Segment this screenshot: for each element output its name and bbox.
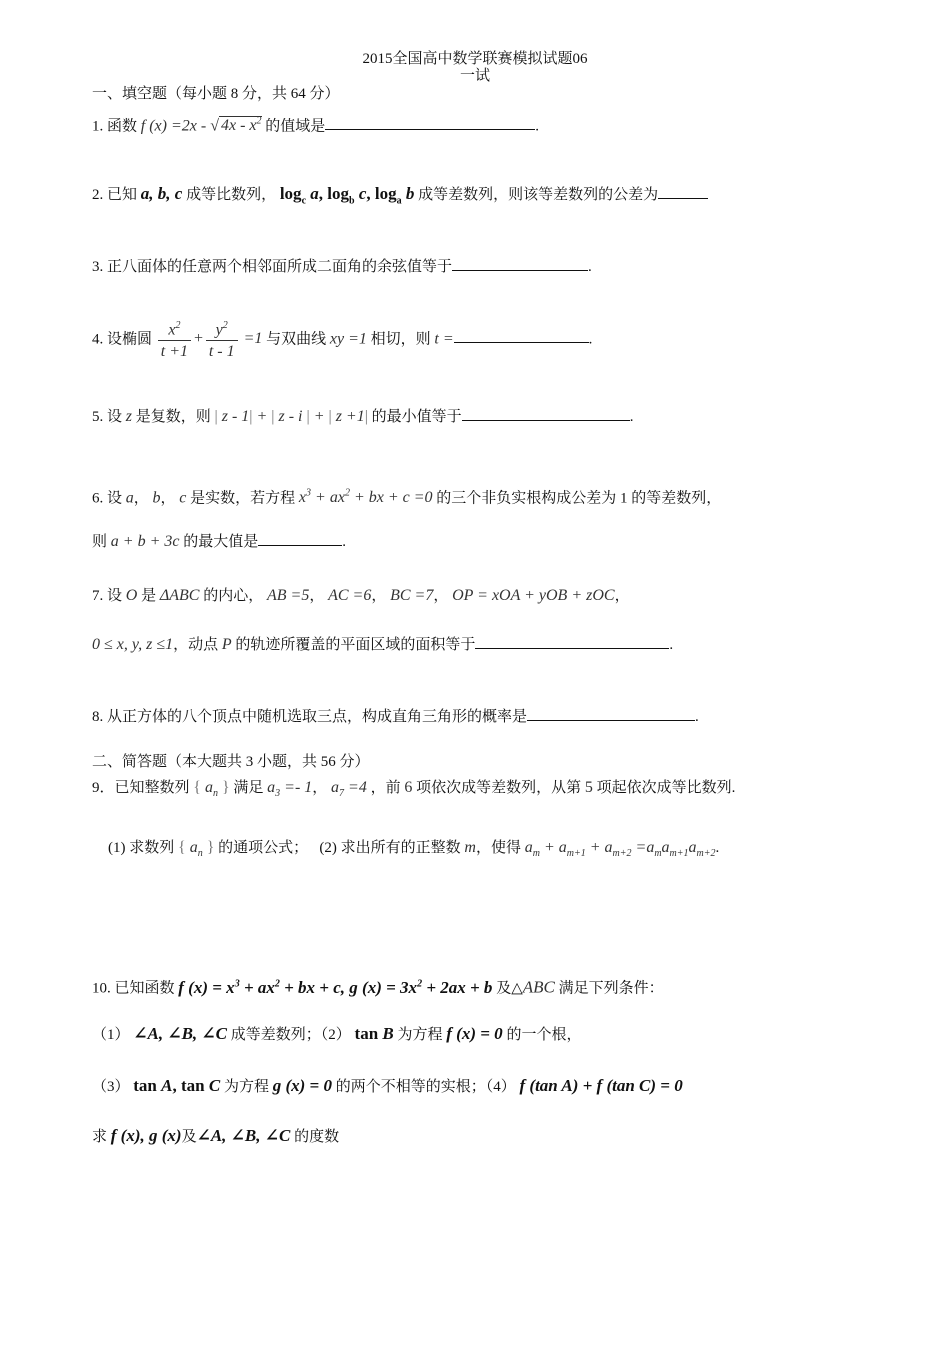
q2-mid: 成等比数列， (186, 187, 277, 203)
q9-six: 6 (404, 779, 413, 796)
question-6 (92, 484, 721, 508)
q4-hyperbola: xy =1 (329, 330, 367, 348)
q6-target-expression: a + b + 3c (110, 533, 180, 550)
question-4 (92, 316, 592, 363)
section-one-heading: 一、填空题（每小题 8 分，共 64 分） (92, 86, 340, 102)
q6-end: . (342, 534, 346, 550)
q9-comma: ， (312, 780, 328, 796)
q10-ask: 求 (92, 1129, 108, 1145)
q7-O: O (125, 587, 138, 604)
q5-prefix: 5. 设 (92, 409, 123, 425)
q4-answer-blank[interactable] (454, 328, 589, 343)
q9-part2-label: (2) 求出所有的正整数 (319, 840, 461, 856)
q10-c2-suffix: 的一个根， (506, 1027, 582, 1043)
q6-line2-prefix: 则 (92, 534, 108, 550)
q10-triangle: ABC (522, 977, 555, 997)
q10-mid: 及△ (496, 980, 523, 997)
q9-five: 5 (584, 779, 593, 796)
q10-g-equation: g (x) = 0 (272, 1076, 332, 1095)
q9-part1-suffix: 的通项公式； (218, 840, 309, 856)
q9-end: . (715, 840, 720, 856)
q9-m: m (464, 839, 476, 856)
q9-part1-label: (1) 求数列 (108, 840, 175, 856)
q10-tanB: tan B (354, 1024, 394, 1043)
q3-end: . (588, 259, 592, 275)
q6-a: a (125, 489, 134, 507)
q9-prefix: 9．已知整数列 (92, 780, 190, 796)
q10-f-equation: f (x) = 0 (446, 1024, 503, 1043)
q7-mid1: 是 (141, 588, 157, 604)
q10-angles: ∠A, ∠B, ∠C (133, 1024, 228, 1043)
q10-ask-mid: 及 (181, 1129, 197, 1145)
question-9 (92, 778, 735, 804)
q9-mid3: 项依次成等差数列，从第 (416, 780, 582, 796)
q5-answer-blank[interactable] (462, 406, 630, 421)
q1-end: . (535, 118, 540, 135)
q10-c2-text: 为方程 (397, 1027, 443, 1043)
q4-prefix: 4. 设椭圆 (92, 331, 153, 348)
q6-comma-1: ， (133, 490, 149, 507)
q7-comma-2: ， (371, 588, 387, 604)
q8-answer-blank[interactable] (527, 706, 695, 721)
q9-suffix: 项起依次成等比数列. (596, 780, 736, 796)
question-10 (92, 974, 664, 999)
q7-prefix: 7. 设 (92, 588, 123, 604)
q6-line2-suffix: 的最大值是 (183, 534, 259, 550)
q6-answer-blank[interactable] (258, 531, 342, 546)
q3-answer-blank[interactable] (452, 256, 588, 271)
question-8 (92, 706, 699, 727)
q6-comma-2: ， (160, 490, 176, 507)
q4-mid: 与双曲线 (266, 331, 327, 348)
question-7-line-2 (92, 634, 673, 655)
q6-b: b (152, 489, 161, 507)
q7-comma-3: ， (433, 588, 449, 604)
q4-end: . (588, 331, 593, 348)
q7-line2-mid: ，动点 (173, 637, 219, 653)
q9-mid2: ，前 (370, 780, 401, 796)
question-9-parts (108, 838, 719, 864)
q2-logs: $\log_c a$, $\log_b c$, $\log_a b$ (279, 184, 415, 207)
question-1 (92, 112, 539, 136)
q7-comma-1: ， (309, 588, 325, 604)
question-2 (92, 184, 708, 211)
q9-a7: $a_7 =4$ (331, 779, 367, 800)
q4-t: t = (434, 330, 454, 348)
q6-prefix: 6. 设 (92, 490, 123, 507)
question-10-condition-1-2 (92, 1024, 581, 1045)
question-3 (92, 256, 592, 277)
q5-suffix: 的最小值等于 (371, 409, 462, 425)
q10-c1-label: （1） (92, 1027, 130, 1043)
q9-part2-mid: ，使得 (475, 840, 521, 856)
q7-range: 0 ≤ x, y, z ≤1 (92, 636, 174, 653)
q5-z: z (125, 408, 132, 425)
q9-mid1: 满足 (233, 780, 264, 796)
q10-ask-suffix: 的度数 (294, 1129, 340, 1145)
q10-functions: f $(x) = x^3 + ax^2$ + bx + c, g $(x) = 3x^2 + 2ax + b$ (178, 977, 493, 997)
q7-vector-equation: OP = xOA + yOB + zOC (452, 587, 615, 604)
q5-mid: 是复数，则 (135, 409, 211, 425)
q6-mid: 是实数，若方程 (190, 490, 296, 507)
q2-suffix: 成等差数列，则该等差数列的公差为 (418, 187, 659, 203)
page-title: 2015全国高中数学联赛模拟试题06 (362, 51, 588, 67)
q10-ask-angles: ∠A, ∠B, ∠C (196, 1126, 291, 1145)
q10-prefix: 10. 已知函数 (92, 980, 175, 997)
question-7 (92, 586, 630, 606)
q9-part1-sequence: { $a_n$ } (178, 839, 215, 860)
q7-end: . (669, 637, 674, 653)
q6-suffix: 的三个非负实根构成公差为 1 的等差数列， (436, 490, 722, 507)
question-6-line-2 (92, 531, 346, 552)
q8-end: . (695, 709, 699, 725)
q9-a3: $a_3 =- 1$ (267, 779, 313, 800)
q10-tanA-tanC: tan A, tan C (133, 1076, 221, 1095)
q6-equation: $x^3 + ax^2$ + bx + c =0 (298, 488, 433, 507)
question-5 (92, 406, 633, 427)
q10-c3-label: （3） (92, 1079, 130, 1095)
q7-mid2: 的内心， (203, 588, 264, 604)
q9-sequence: { $a_n$ } (193, 779, 230, 800)
q7-AB: AB =5 (266, 587, 310, 604)
q10-c1-text: 成等差数列；（2） (230, 1027, 351, 1043)
question-10-ask (92, 1126, 339, 1147)
q5-expression: | z - 1| + | z - i | + | z +1| (214, 408, 368, 425)
q7-line2-suffix: 的轨迹所覆盖的平面区域的面积等于 (235, 637, 476, 653)
q6-c: c (179, 489, 187, 507)
q4-mid2: 相切，则 (370, 331, 431, 348)
q10-suffix: 满足下列条件： (558, 980, 664, 997)
q2-abc: a, b, c (140, 184, 183, 203)
q7-triangle: ΔABC (159, 587, 200, 604)
q10-c3-text: 为方程 (223, 1079, 269, 1095)
q7-BC: BC =7 (390, 587, 434, 604)
q7-comma-4: ， (614, 588, 630, 604)
q4-ellipse: $\frac{x^2}{t +1}$ + $\frac{y^2}{t - 1}$ =1 (156, 330, 263, 347)
q3-text: 3. 正八面体的任意两个相邻面所成二面角的余弦值等于 (92, 259, 453, 275)
q1-formula: f (x) =2x - √ $4x - x^2$ (140, 116, 262, 135)
q7-answer-blank[interactable] (475, 634, 669, 649)
q1-suffix: 的值域是 (265, 118, 326, 135)
q9-condition: $a_m + a_{m+1} + a_{m+2} =a_ma_{m+1}a_{m+2}$ (524, 839, 716, 860)
q7-P: P (221, 636, 232, 653)
q2-answer-blank[interactable] (658, 184, 708, 199)
page-subtitle: 一试 (459, 68, 490, 84)
q10-fg: f (x), g (x) (110, 1126, 182, 1145)
section-two-heading: 二、简答题（本大题共 3 小题，共 56 分） (92, 754, 370, 770)
q1-prefix: 1. 函数 (92, 118, 138, 135)
q2-prefix: 2. 已知 (92, 187, 138, 203)
q8-text: 8. 从正方体的八个顶点中随机选取三点，构成直角三角形的概率是 (92, 709, 528, 725)
question-10-condition-3-4 (92, 1076, 683, 1097)
q10-c3-suffix: 的两个不相等的实根；（4） (335, 1079, 516, 1095)
q5-end: . (629, 409, 634, 425)
q10-c4-equation: f (tan A) + f (tan C) = 0 (519, 1076, 683, 1095)
q1-answer-blank[interactable] (325, 115, 535, 130)
q7-AC: AC =6 (328, 587, 372, 604)
